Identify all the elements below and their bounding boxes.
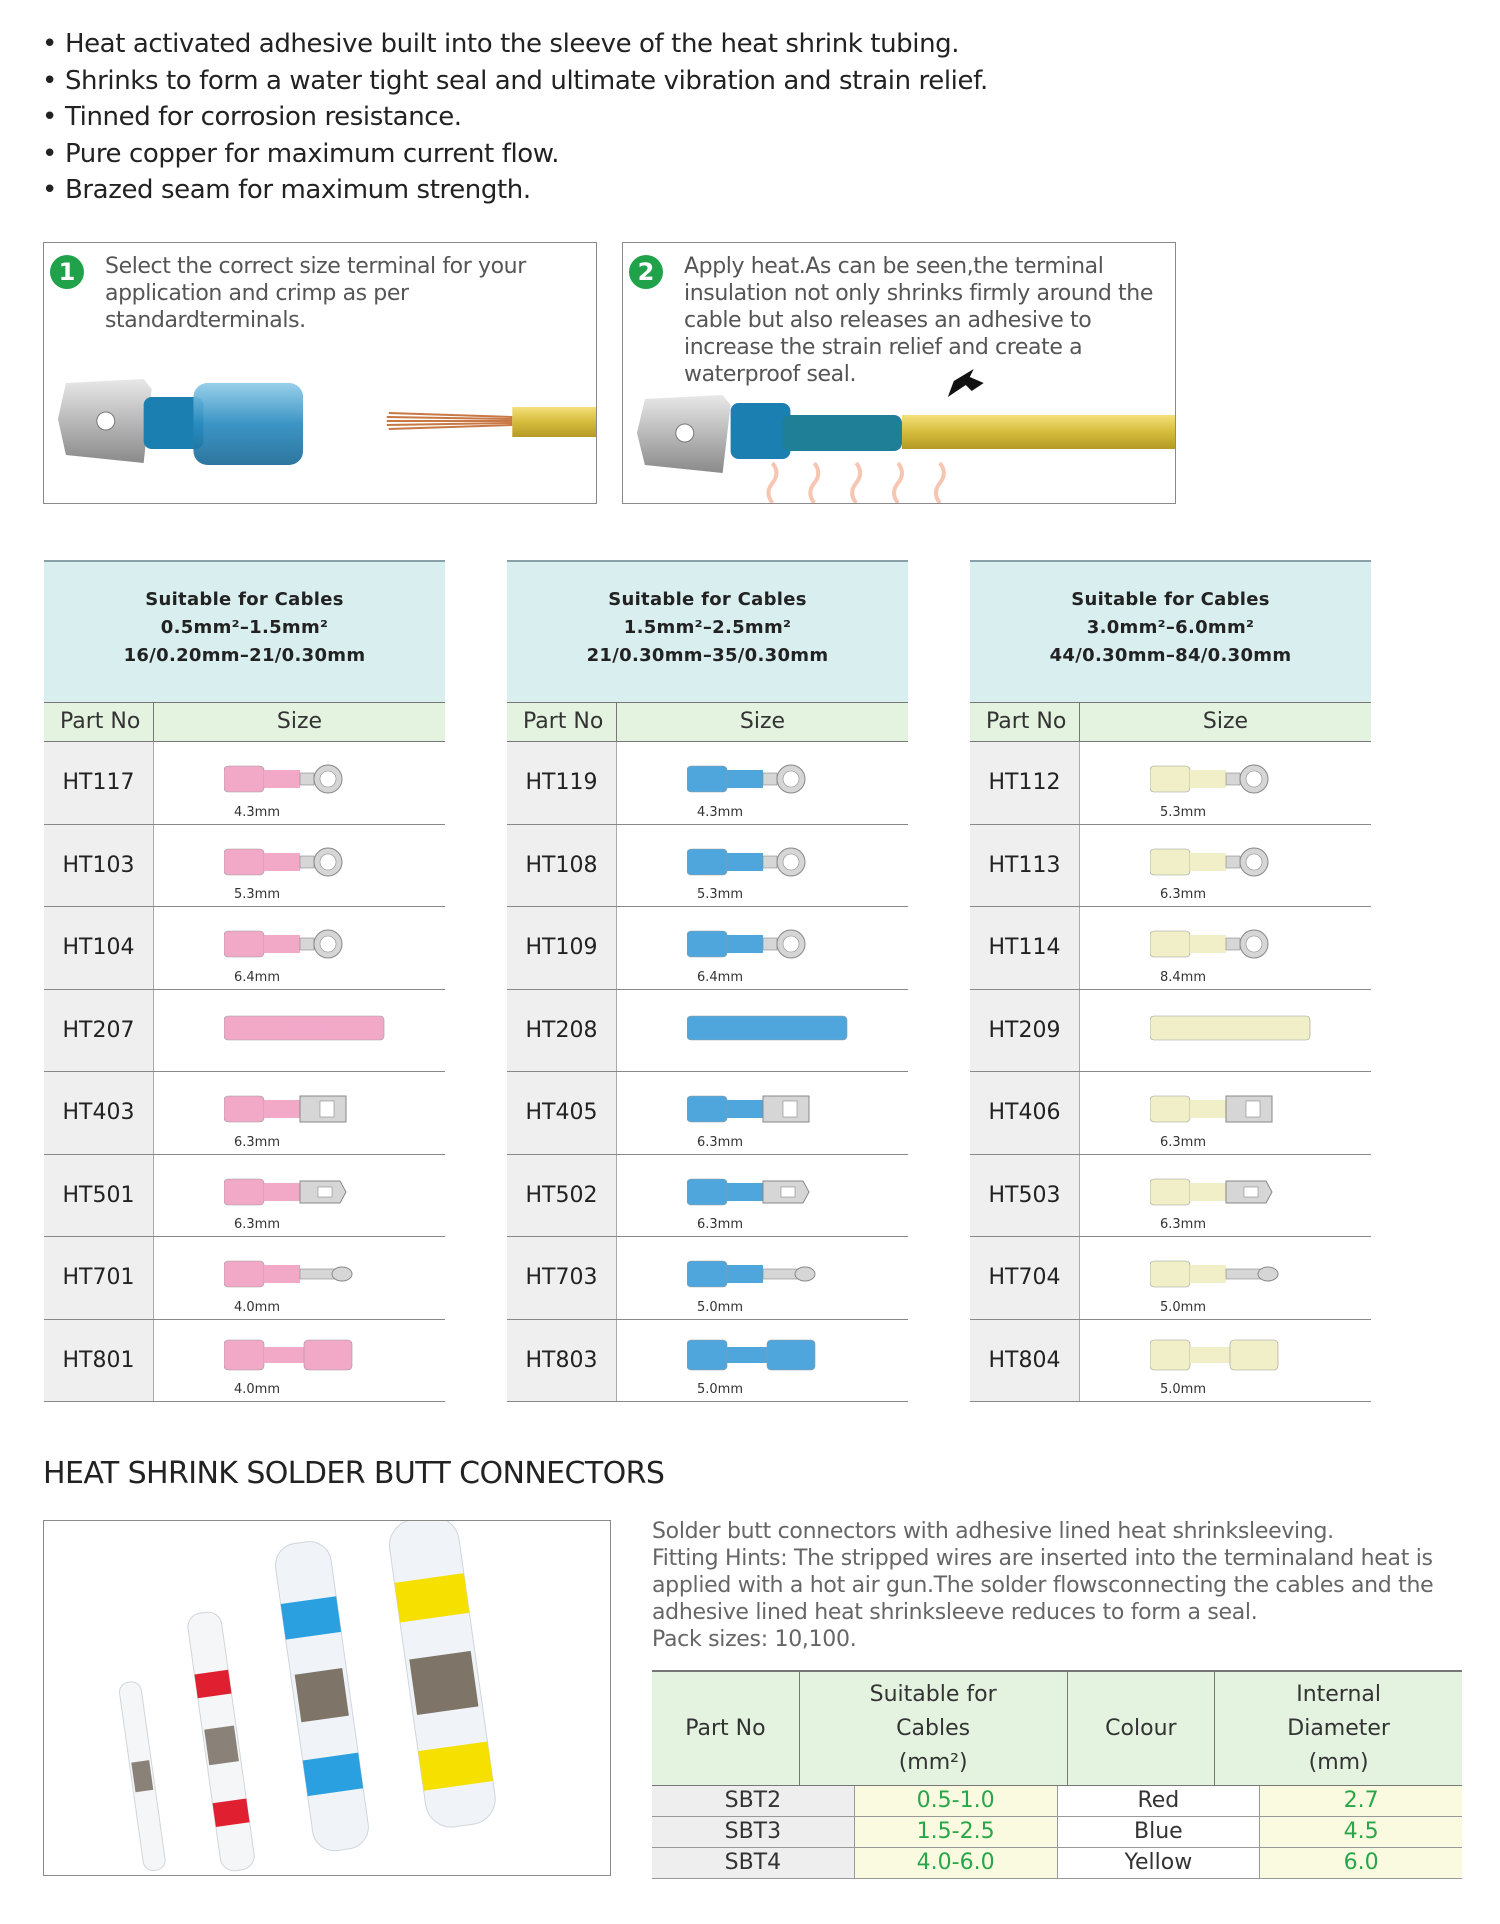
cell-size [617, 1072, 908, 1154]
cell-part-no: HT108 [507, 825, 617, 907]
table-row [507, 1237, 908, 1320]
cell-part-no: HT114 [970, 907, 1080, 989]
feature-item: • Pure copper for maximum current flow. [42, 136, 988, 173]
feature-item: • Shrinks to form a water tight seal and ultimate vibration and strain relief. [42, 63, 988, 100]
size-label: 6.3mm [234, 1217, 281, 1232]
butt-connector-photo [43, 1520, 611, 1876]
size-label: 6.4mm [697, 969, 744, 985]
col-cables: Suitable for Cables (mm²) [800, 1672, 1068, 1785]
table-row [507, 1320, 908, 1403]
female-terminal-image [224, 1090, 404, 1130]
size-label: 5.0mm [697, 1299, 744, 1315]
cell-size [617, 825, 908, 907]
cell-diameter: 2.7 [1260, 1786, 1462, 1816]
table-body [44, 742, 445, 1402]
cell-part-no: HT503 [970, 1155, 1080, 1237]
col-size: Size [739, 709, 786, 734]
cell-diameter: 6.0 [1260, 1848, 1462, 1878]
col-diameter: Internal Diameter (mm) [1287, 1681, 1390, 1775]
ring-terminal-image [1150, 843, 1330, 883]
size-label: 4.3mm [697, 804, 744, 820]
ring-terminal-image [224, 760, 404, 800]
cables-spec [44, 562, 445, 702]
table-row [507, 990, 908, 1073]
bullet-terminal-image [224, 1255, 404, 1295]
col-part-no: Part No [507, 703, 617, 741]
cell-size [1080, 1155, 1371, 1237]
table-body [970, 742, 1371, 1402]
cell-size [154, 742, 445, 824]
crimp-terminal-illustration [44, 363, 596, 503]
cell-size [617, 907, 908, 989]
sbt-table-header [652, 1672, 1462, 1786]
size-label: 5.3mm [1160, 804, 1207, 820]
cell-part-no: SBT2 [652, 1786, 855, 1816]
cell-size [154, 1155, 445, 1237]
size-label: 6.3mm [1160, 1217, 1207, 1232]
desc-line: Solder butt connectors with adhesive lined heat shrinksleeving. [652, 1519, 1334, 1544]
col-part-no: Part No [652, 1672, 800, 1785]
cell-part-no: HT117 [44, 742, 154, 824]
feature-item: • Brazed seam for maximum strength. [42, 172, 988, 209]
cell-part-no: SBT4 [652, 1848, 855, 1878]
butt-terminal-image [687, 1008, 867, 1048]
bullet-terminal-image [687, 1255, 867, 1295]
cables-spec [970, 562, 1371, 702]
table-row [44, 907, 445, 990]
cell-part-no: HT208 [507, 990, 617, 1072]
bulletf-terminal-image [224, 1338, 404, 1378]
butt-terminal-image [1150, 1008, 1330, 1048]
table-row [44, 742, 445, 825]
male-terminal-image [1150, 1173, 1330, 1213]
cell-part-no: HT403 [44, 1072, 154, 1154]
cell-part-no: HT703 [507, 1237, 617, 1319]
ring-terminal-image [224, 843, 404, 883]
cell-size [1080, 1320, 1371, 1402]
cell-part-no: HT209 [970, 990, 1080, 1072]
cell-size [617, 1237, 908, 1319]
cell-cables: 4.0-6.0 [855, 1848, 1058, 1878]
desc-line: Pack sizes: 10,100. [652, 1627, 857, 1652]
table-row [44, 825, 445, 908]
col-colour: Colour [1068, 1672, 1216, 1785]
butt-terminal-image [224, 1008, 404, 1048]
terminal-table-2 [507, 560, 908, 1402]
feature-item: • Heat activated adhesive built into the sleeve of the heat shrink tubing. [42, 26, 988, 63]
bulletf-terminal-image [687, 1338, 867, 1378]
cables-area: 0.5mm²–1.5mm² [160, 617, 329, 638]
ring-terminal-image [224, 925, 404, 965]
table-row [44, 1320, 445, 1403]
cell-colour: Red [1058, 1786, 1261, 1816]
size-label: 8.4mm [1160, 969, 1207, 985]
cell-size [1080, 907, 1371, 989]
cell-size [154, 1072, 445, 1154]
cell-part-no: HT113 [970, 825, 1080, 907]
cell-part-no: HT704 [970, 1237, 1080, 1319]
cell-size [154, 825, 445, 907]
cell-diameter: 4.5 [1260, 1817, 1462, 1847]
cell-part-no: HT405 [507, 1072, 617, 1154]
size-label: 4.0mm [234, 1382, 281, 1397]
cell-part-no: HT207 [44, 990, 154, 1072]
table-row [970, 1155, 1371, 1238]
table-row [507, 742, 908, 825]
size-label: 6.4mm [234, 969, 281, 985]
cables-strand: 16/0.20mm–21/0.30mm [123, 645, 366, 666]
cell-part-no: HT112 [970, 742, 1080, 824]
cell-size [154, 1320, 445, 1402]
table-row [652, 1786, 1462, 1817]
ring-terminal-image [1150, 925, 1330, 965]
butt-connector-illustration [44, 1521, 611, 1876]
cell-part-no: SBT3 [652, 1817, 855, 1847]
step-text: Select the correct size terminal for your application and crimp as per standardterminals. [105, 254, 526, 333]
col-part-no: Part No [970, 703, 1080, 741]
cell-part-no: HT801 [44, 1320, 154, 1402]
size-label: 5.0mm [1160, 1299, 1207, 1315]
cell-size [1080, 1072, 1371, 1154]
cell-size [1080, 742, 1371, 824]
size-label: 6.3mm [697, 1134, 744, 1150]
table-row [970, 1072, 1371, 1155]
ring-terminal-image [687, 925, 867, 965]
cables-strand: 44/0.30mm–84/0.30mm [1049, 645, 1292, 666]
table-row [652, 1848, 1462, 1879]
heat-shrink-illustration [623, 363, 1175, 503]
cables-title: Suitable for Cables [608, 589, 807, 610]
table-header [44, 702, 445, 742]
size-label: 6.3mm [1160, 887, 1207, 902]
cell-size [617, 742, 908, 824]
cell-size [154, 1237, 445, 1319]
cell-size [617, 1155, 908, 1237]
cell-part-no: HT502 [507, 1155, 617, 1237]
female-terminal-image [1150, 1090, 1330, 1130]
step-text: Apply heat.As can be seen,the terminal insulation not only shrinks firmly around the cable but also releases an adhesive to increase the strain relief and create a waterproof seal. [684, 254, 1153, 387]
step-number: 2 [629, 255, 663, 289]
cell-part-no: HT406 [970, 1072, 1080, 1154]
cell-colour: Yellow [1058, 1848, 1261, 1878]
cell-part-no: HT701 [44, 1237, 154, 1319]
size-label: 5.0mm [697, 1382, 744, 1397]
table-row [970, 1237, 1371, 1320]
table-header [507, 702, 908, 742]
cell-size [154, 990, 445, 1072]
table-row [44, 1155, 445, 1238]
table-body [507, 742, 908, 1402]
col-part-no: Part No [44, 703, 154, 741]
cell-part-no: HT104 [44, 907, 154, 989]
table-row [507, 825, 908, 908]
terminal-table-1 [44, 560, 445, 1402]
cell-part-no: HT103 [44, 825, 154, 907]
size-label: 4.0mm [234, 1299, 281, 1315]
cell-part-no: HT501 [44, 1155, 154, 1237]
bullet-terminal-image [1150, 1255, 1330, 1295]
table-row [507, 1155, 908, 1238]
cables-title: Suitable for Cables [1071, 589, 1270, 610]
cell-size [1080, 990, 1371, 1072]
terminal-table-3 [970, 560, 1371, 1402]
cell-size [1080, 825, 1371, 907]
cables-area: 1.5mm²–2.5mm² [623, 617, 792, 638]
section-title: HEAT SHRINK SOLDER BUTT CONNECTORS [43, 1456, 665, 1491]
table-row [507, 1072, 908, 1155]
size-label: 5.3mm [697, 887, 744, 902]
cell-size [1080, 1237, 1371, 1319]
cell-cables: 1.5-2.5 [855, 1817, 1058, 1847]
cell-size [617, 1320, 908, 1402]
table-row [970, 742, 1371, 825]
cell-part-no: HT804 [970, 1320, 1080, 1402]
cell-colour: Blue [1058, 1817, 1261, 1847]
feature-item: • Tinned for corrosion resistance. [42, 99, 988, 136]
size-label: 5.3mm [234, 887, 281, 902]
cables-strand: 21/0.30mm–35/0.30mm [586, 645, 829, 666]
male-terminal-image [687, 1173, 867, 1213]
cell-cables: 0.5-1.0 [855, 1786, 1058, 1816]
table-row [44, 1072, 445, 1155]
col-size: Size [1202, 709, 1249, 734]
step-number: 1 [50, 255, 84, 289]
cables-title: Suitable for Cables [145, 589, 344, 610]
table-row [44, 1237, 445, 1320]
table-row [970, 990, 1371, 1073]
table-header [970, 702, 1371, 742]
feature-list [42, 26, 988, 209]
cables-area: 3.0mm²–6.0mm² [1086, 617, 1255, 638]
cell-part-no: HT803 [507, 1320, 617, 1402]
table-row [507, 907, 908, 990]
table-row [44, 990, 445, 1073]
col-size: Size [276, 709, 323, 734]
ring-terminal-image [687, 760, 867, 800]
cables-spec [507, 562, 908, 702]
cell-part-no: HT109 [507, 907, 617, 989]
male-terminal-image [224, 1173, 404, 1213]
ring-terminal-image [1150, 760, 1330, 800]
female-terminal-image [687, 1090, 867, 1130]
butt-connector-description [652, 1518, 1452, 1653]
cell-part-no: HT119 [507, 742, 617, 824]
size-label: 6.3mm [697, 1217, 744, 1232]
size-label: 6.3mm [234, 1134, 281, 1150]
table-row [970, 1320, 1371, 1403]
size-label: 4.3mm [234, 804, 281, 820]
size-label: 5.0mm [1160, 1382, 1207, 1397]
bulletf-terminal-image [1150, 1338, 1330, 1378]
cell-size [617, 990, 908, 1072]
sbt-table [652, 1670, 1462, 1879]
cell-size [154, 907, 445, 989]
ring-terminal-image [687, 843, 867, 883]
desc-line: Fitting Hints: The stripped wires are inserted into the terminaland heat is applied with a hot air gun.The solder flowsconnecting the cables and the adhesive lined heat shrinksleeve reduces to form a seal. [652, 1546, 1434, 1625]
size-label: 6.3mm [1160, 1134, 1207, 1150]
step-2-panel [622, 242, 1176, 504]
table-row [652, 1817, 1462, 1848]
step-1-panel [43, 242, 597, 504]
table-row [970, 907, 1371, 990]
table-row [970, 825, 1371, 908]
